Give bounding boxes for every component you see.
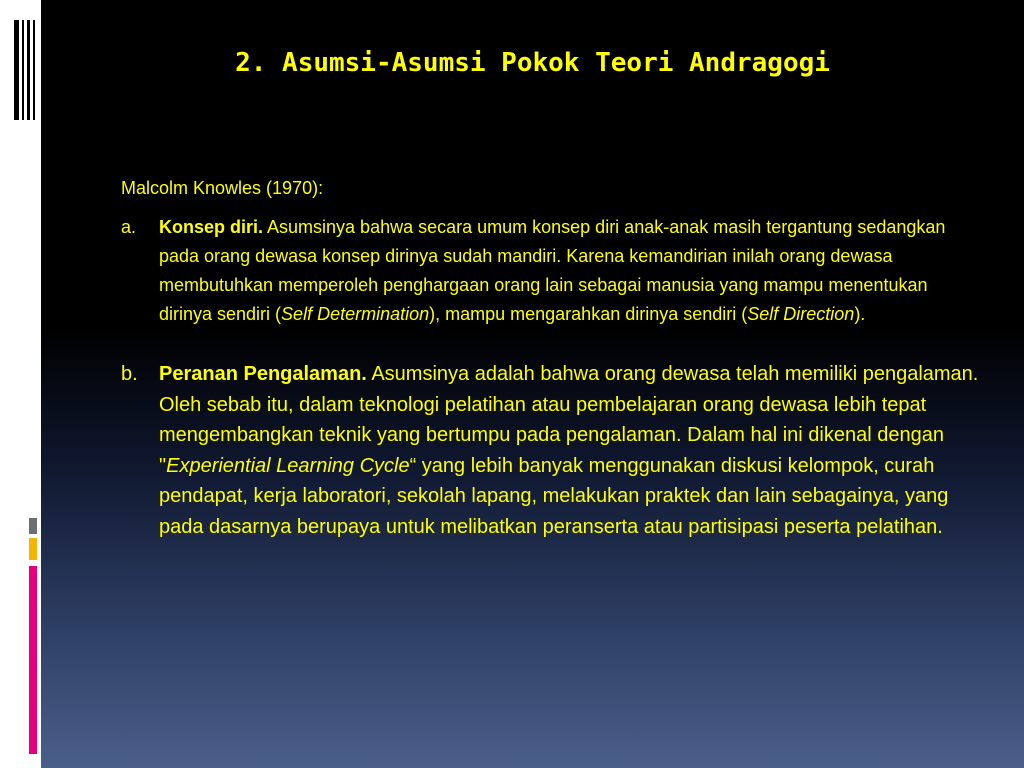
- list-item-a: [121, 213, 981, 329]
- item-text: ).: [854, 304, 866, 324]
- item-emphasis: Experiential Learning Cycle: [166, 454, 410, 477]
- item-text: ), mampu mengarahkan dirinya sendiri (: [429, 304, 748, 324]
- content-heading: Malcolm Knowles (1970):: [121, 178, 324, 198]
- item-emphasis: Self Direction: [747, 304, 855, 324]
- slide-title: 2. Asumsi-Asumsi Pokok Teori Andragogi: [235, 48, 830, 78]
- slide-content: [121, 178, 981, 542]
- item-text: Asumsinya adalah bahwa orang dewasa telah memiliki pengalaman. Oleh sebab itu, dalam teknologi pelatihan atau pembelajaran orang dewasa lebih tepat mengembangkan teknik yang bertumpu pada pengalaman. Dalam hal ini dikenal dengan ": [159, 363, 979, 477]
- sidebar-decoration: [0, 0, 41, 768]
- list-item-b: [121, 359, 981, 542]
- item-marker: a.: [121, 217, 137, 237]
- item-term: Konsep diri.: [159, 217, 264, 237]
- item-emphasis: Self Determination: [281, 304, 430, 324]
- vertical-lines-decoration: [14, 20, 36, 120]
- item-text: “ yang lebih banyak menggunakan diskusi kelompok, curah pendapat, kerja laboratori, sekolah lapang, melakukan praktek dan lain sebagainya, yang pada dasarnya berupaya untuk melibatkan peranserta atau partisipasi peserta pelatihan.: [159, 454, 949, 538]
- accent-bar-yellow: [29, 538, 37, 560]
- accent-bar-gray: [29, 518, 37, 534]
- accent-bar-magenta: [29, 566, 37, 754]
- item-text: Asumsinya bahwa secara umum konsep diri anak-anak masih tergantung sedangkan pada orang dewasa konsep dirinya sudah mandiri. Karena kemandirian inilah orang dewasa membutuhkan memperoleh penghargaan orang lain sebagai manusia yang mampu menentukan dirinya sendiri (: [159, 217, 946, 324]
- item-term: Peranan Pengalaman.: [159, 363, 367, 385]
- item-marker: b.: [121, 363, 138, 385]
